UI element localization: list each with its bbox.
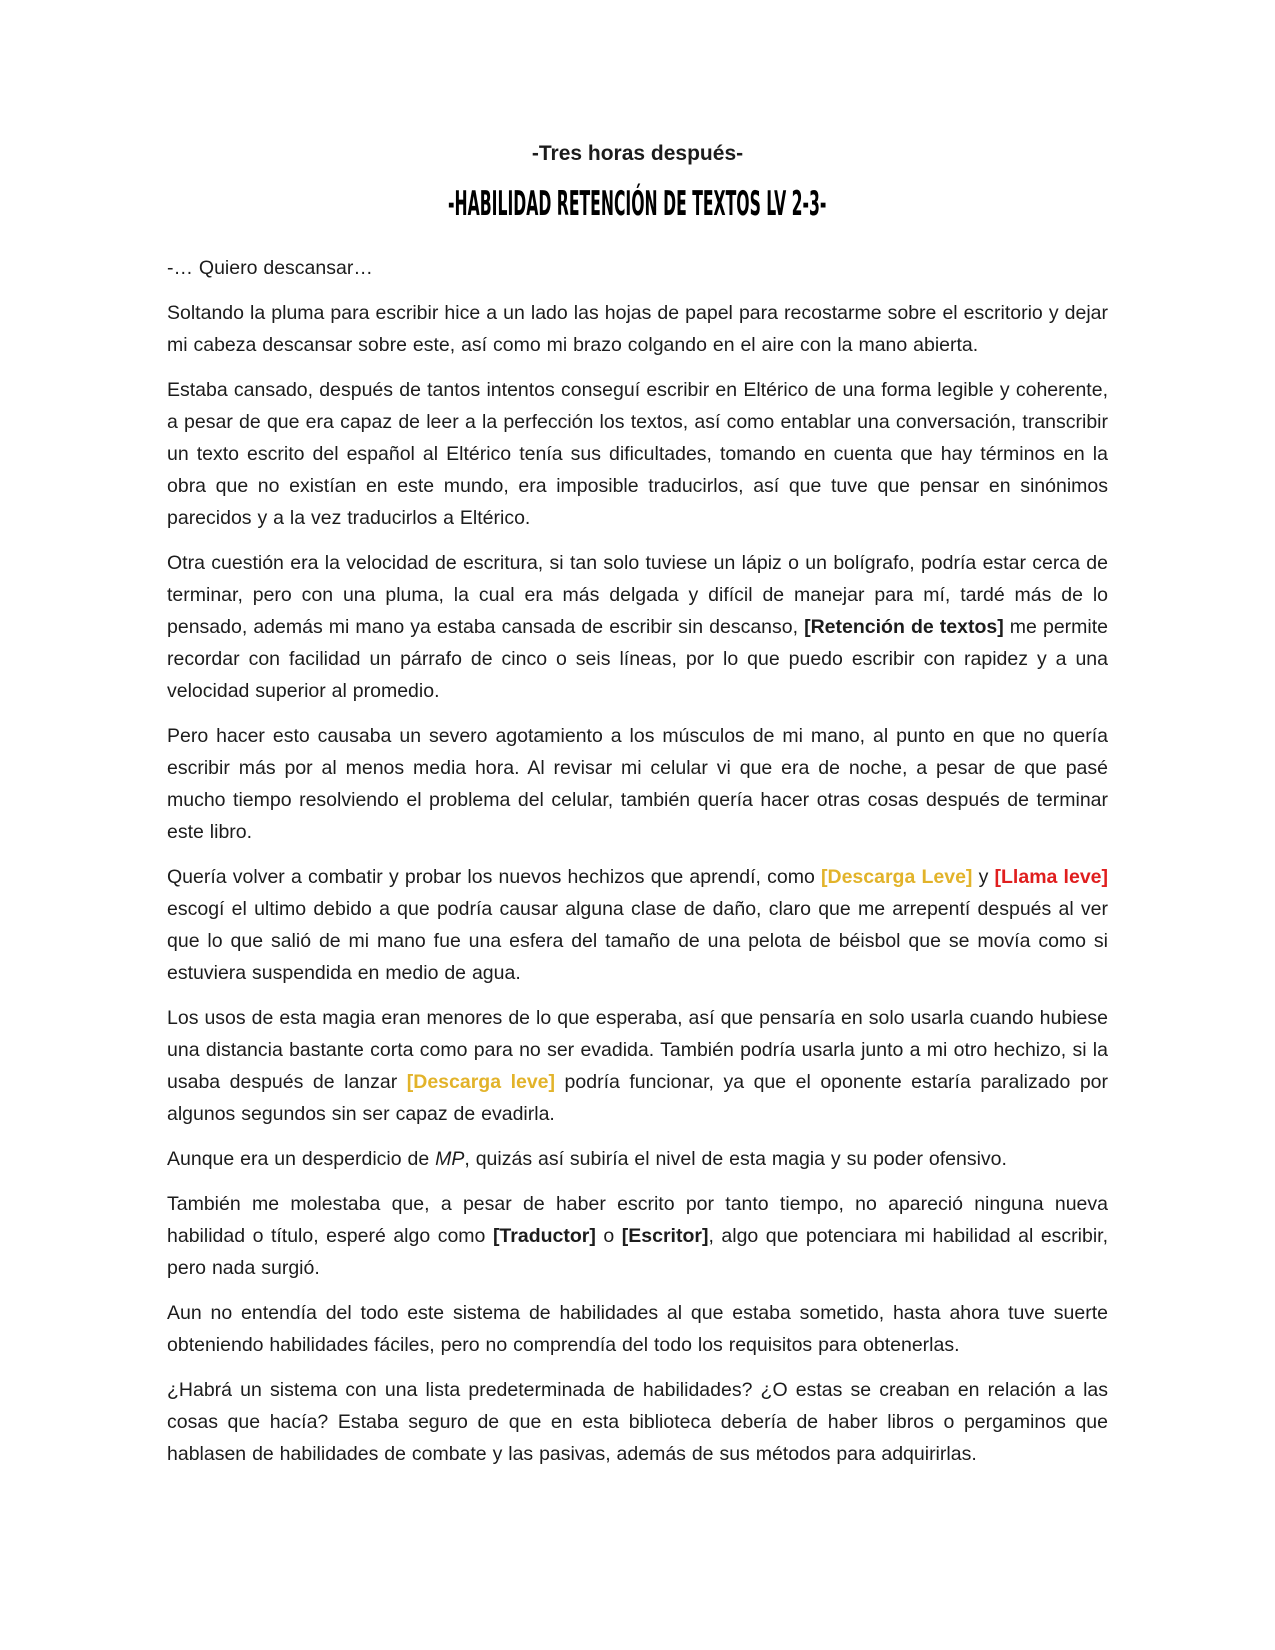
text-run: , algo que potenciara mi habilidad al escribir, pero nada surgió. xyxy=(167,1225,1109,1279)
spell-tag-red: [Llama leve] xyxy=(994,866,1109,888)
text-run: Los usos de esta magia eran menores de lo que esperaba, así que pensaría en solo usarla cuando hubiese una distancia bastante corta como para no ser evadida. También podría usarla junto a mi otro hechizo, si la usaba después de lanzar xyxy=(167,1007,1108,1093)
paragraph xyxy=(167,1374,1108,1470)
skill-tag: [Retención de textos] xyxy=(804,616,1004,638)
paragraph xyxy=(167,720,1108,848)
text-run: Quería volver a combatir y probar los nuevos hechizos que aprendí, como xyxy=(167,866,821,888)
stat-abbreviation: MP xyxy=(435,1148,465,1170)
spell-tag-gold: [Descarga leve] xyxy=(406,1071,556,1093)
spell-tag-gold: [Descarga Leve] xyxy=(821,866,973,888)
text-run: escogí el ultimo debido a que podría causar alguna clase de daño, claro que me arrepentí después al ver que lo que salió de mi mano fue una esfera del tamaño de una pelota de béisbol que se movía como si estuviera suspendida en medio de agua. xyxy=(167,898,1108,984)
paragraph xyxy=(167,374,1108,534)
paragraph xyxy=(167,1143,1108,1175)
skill-heading-text: -HABILIDAD RETENCIÓN DE TEXTOS LV 2-3- xyxy=(448,184,827,224)
paragraph xyxy=(167,297,1108,361)
text-run: Otra cuestión era la velocidad de escritura, si tan solo tuviese un lápiz o un bolígrafo, podría estar cerca de terminar, pero con una pluma, la cual era más delgada y difícil de manejar para mí, tardé más de lo pensado, además mi mano ya estaba cansada de escribir sin descanso, xyxy=(167,552,1108,638)
scene-heading: -Tres horas después- xyxy=(531,142,744,165)
paragraph xyxy=(167,1188,1108,1284)
skill-tag: [Escritor] xyxy=(621,1225,709,1247)
text-run: Soltando la pluma para escribir hice a un lado las hojas de papel para recostarme sobre el escritorio y dejar mi cabeza descansar sobre este, así como mi brazo colgando en el aire con la mano abierta. xyxy=(167,302,1108,356)
skill-tag: [Traductor] xyxy=(492,1225,596,1247)
text-run: Estaba cansado, después de tantos intentos conseguí escribir en Eltérico de una forma legible y coherente, a pesar de que era capaz de leer a la perfección los textos, así como entablar una conversación, transcribir un texto escrito del español al Eltérico tenía sus dificultades, tomando en cuenta que hay términos en la obra que no existían en este mundo, era imposible traducirlos, así que tuve que pensar en sinónimos parecidos y a la vez traducirlos a Eltérico. xyxy=(167,379,1108,529)
text-run: Aun no entendía del todo este sistema de habilidades al que estaba sometido, hasta ahora tuve suerte obteniendo habilidades fáciles, pero no comprendía del todo los requisitos para obtenerlas. xyxy=(167,1302,1108,1356)
text-run: También me molestaba que, a pesar de haber escrito por tanto tiempo, no apareció ninguna nueva habilidad o título, esperé algo como xyxy=(167,1193,1108,1247)
text-run: y xyxy=(972,866,995,888)
text-run: me permite recordar con facilidad un párrafo de cinco o seis líneas, por lo que puedo escribir con rapidez y a una velocidad superior al promedio. xyxy=(167,616,1108,702)
paragraph xyxy=(167,1002,1108,1130)
text-run: o xyxy=(595,1225,622,1247)
text-run: , quizás así subiría el nivel de esta magia y su poder ofensivo. xyxy=(464,1148,1007,1170)
paragraph xyxy=(167,1297,1108,1361)
text-run: -… Quiero descansar… xyxy=(167,257,373,279)
text-run: podría funcionar, ya que el oponente estaría paralizado por algunos segundos sin ser capaz de evadirla. xyxy=(167,1071,1109,1125)
paragraph xyxy=(167,861,1108,989)
paragraph xyxy=(167,547,1108,707)
text-run: Pero hacer esto causaba un severo agotamiento a los músculos de mi mano, al punto en que no quería escribir más por al menos media hora. Al revisar mi celular vi que era de noche, a pesar de que pasé mucho tiempo resolviendo el problema del celular, también quería hacer otras cosas después de terminar este libro. xyxy=(167,725,1108,843)
paragraph xyxy=(167,252,1108,284)
text-run: Aunque era un desperdicio de xyxy=(167,1148,436,1170)
skill-heading xyxy=(167,186,1108,226)
text-run: ¿Habrá un sistema con una lista predeterminada de habilidades? ¿O estas se creaban en relación a las cosas que hacía? Estaba seguro de que en esta biblioteca debería de haber libros o pergaminos que hablasen de habilidades de combate y las pasivas, además de sus métodos para adquirirlas. xyxy=(167,1379,1108,1465)
